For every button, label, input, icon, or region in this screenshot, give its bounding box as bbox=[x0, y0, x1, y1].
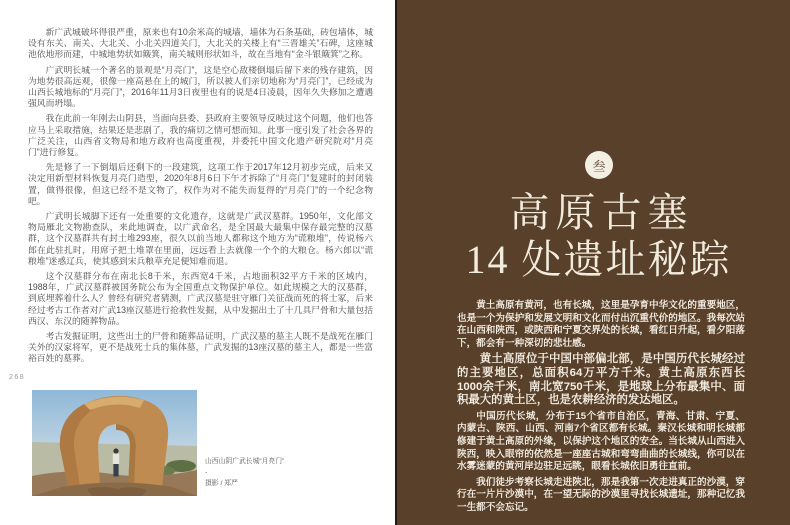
paragraph: 这个汉墓群分布在南北长8千米，东西宽4千米，占地面积32平方千米的区域内，1988年，广武汉墓群被国务院公布为全国重点文物保护单位。如此规模之大的汉墓群，到底埋葬着什么人？曾经有研究者猜测，广武汉墓是驻守雁门关征战而死的将士冢，后来经过考古工作者对广武13座汉墓进行抢救性发掘，从中发掘出土了十几具尸骨和大量包括西汉、东汉的随葬物品。 bbox=[28, 271, 373, 326]
left-body-text bbox=[28, 27, 373, 369]
paragraph: 先是修了一下倒塌后还剩下的一段建筑，这项工作于2017年12月初步完成，后来又决定用新型材料恢复月亮门造型，2020年8月6日下午才拆除了“月亮门”复建时的封闭装置，做得很像，但这已经不是文物了，权作为对不能失而复得的“月亮门”的一个纪念物吧。 bbox=[28, 162, 373, 206]
paragraph: 中国历代长城，分布于15个省市自治区，青海、甘肃、宁夏、内蒙古、陕西、山西、河南7个省区都有长城。秦汉长城和明长城都修建于黄土高原的外缘，以保护这个地区的安全。当长城从山西进入陕西，映入眼帘的依然是一座座古城和弯弯曲曲的长城线，你可以在水雾迷蒙的黄河岸边驻足远眺，眼看长城依旧勇往直前。 bbox=[457, 410, 745, 473]
chapter-number: 叁 bbox=[592, 158, 606, 174]
photo-caption bbox=[205, 456, 284, 489]
chapter-title bbox=[397, 189, 790, 283]
right-page bbox=[395, 0, 790, 525]
paragraph: 黄土高原有黄河，也有长城，这里是孕育中华文化的重要地区，也是一个为保护和发展文明和文化而付出沉重代价的地区。我每次站在山西和陕西，或陕西和宁夏交界处的长城，看红日升起，看夕阳落下，都会有一种深切的悲壮感。 bbox=[457, 300, 745, 349]
paragraph: 广武明长城一个著名的景观是“月亮门”，这是空心敌楼倒塌后留下来的残存建筑，因为地势很高远观，很像一座高悬在上的城门，所以被人们亲切地称为“月亮门”，已经成为山西长城地标的“月亮门”，2016年11月3日夜里也有的说是4日凌晨，因年久失修加之遭遇强风而坍塌。 bbox=[28, 64, 373, 109]
caption-credit: 摄影 / 郑严 bbox=[205, 480, 238, 487]
right-body-text bbox=[457, 300, 745, 518]
paragraph: 广武明长城脚下还有一处重要的文化遗存，这就是广武汉墓群。1950年，文化部文物局雁北文物勘查队，来此地调查，以广武命名，是全国最大最集中保存最完整的汉墓群，这个汉墓群共有封土堆293座，很久以前当地人都称这个地方为“谎粮堆”，传说杨六郎在此驻扎时，用席子把土堆罩在里面，远远看上去就像一个个的大粮仓。杨六郎以“谎粮堆”迷惑辽兵，使其感到宋兵粮草充足便知难而退。 bbox=[28, 211, 373, 266]
page-number: 268 bbox=[9, 374, 26, 381]
caption-line: 山西山阴广武长城“月亮门” bbox=[205, 458, 285, 465]
chapter-title-line2: 14 处遗址秘踪 bbox=[465, 237, 732, 282]
paragraph: 我在此前一年刚去山阴县，当面向县委、县政府主要领导反映过这个问题，他们也答应马上采取措施，结果还是悲剧了，我的痛切之情可想而知。此事一度引发了社会各界的广泛关注，山西省文物局和地方政府也高度重视，并委托中国文化遗产研究院对“月亮门”进行修复。 bbox=[28, 113, 373, 158]
moon-gate-photo-illustration bbox=[32, 390, 197, 496]
paragraph-emphasis: 黄土高原位于中国中部偏北部，是中国历代长城经过的主要地区，总面积64万平方千米。黄土高原东西长1000余千米，南北宽750千米，是地球上分布最集中、面积最大的黄土区，也是农耕经济的发达地区。 bbox=[457, 353, 745, 407]
paragraph: 新广武城破坏得很严重，原来也有10余米高的城墙，墙体为石条基础，砖包墙体，城设有东关、南关、大北关、小北关四道关门，大北关的关楼上有“三晋雄关”石碑，这座城池依地形而建，中城地势状如簸箕，南关城则形状如斗，故在当地有“金斗银簸箕”之称。 bbox=[28, 27, 373, 60]
paragraph: 我们徒步考察长城走进陕北，那是我第一次走进真正的沙漠，穿行在一片片沙漠中，在一望无际的沙漠里寻找长城遗址，那种记忆我一生都不会忘记。 bbox=[457, 476, 745, 513]
chapter-title-line1: 高原古塞 bbox=[509, 190, 694, 235]
caption-dash: - bbox=[205, 469, 208, 476]
paragraph: 考古发掘证明，这些出土的尸骨和随葬品证明，广武汉墓的墓主人既不是战死在雁门关外的汉家将军，更不是战死士兵的集体墓，广武发掘的13座汉墓的墓主人，都是一些富裕百姓的墓葬。 bbox=[28, 331, 373, 364]
chapter-number-badge bbox=[585, 151, 613, 179]
moon-gate-photo bbox=[32, 390, 197, 496]
